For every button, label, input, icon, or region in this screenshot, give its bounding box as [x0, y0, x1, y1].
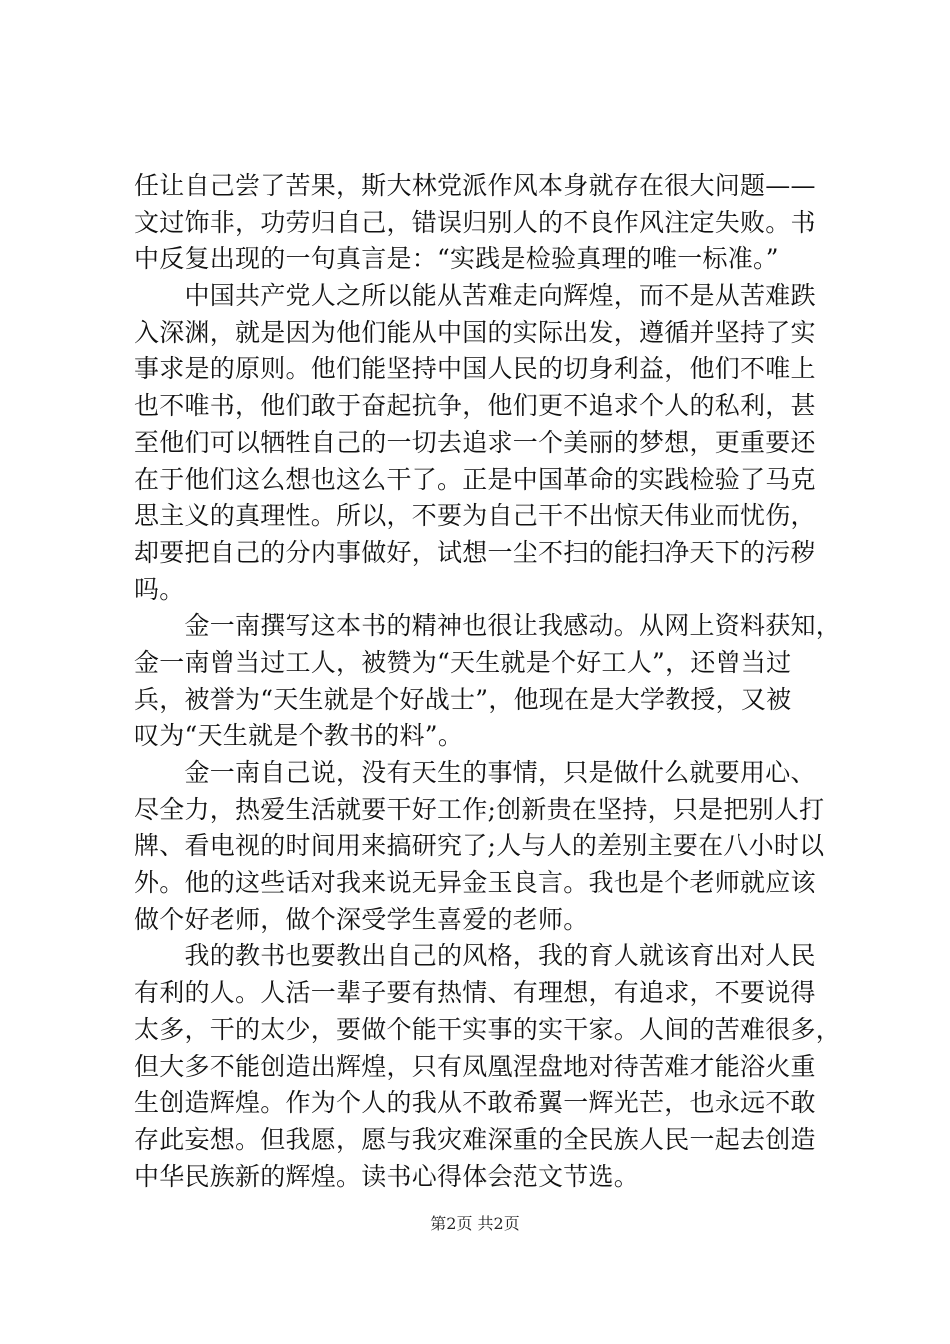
- text-line: 我的教书也要教出自己的风格，我的育人就该育出对人民: [134, 941, 816, 971]
- text-line: 也不唯书，他们敢于奋起抗争，他们更不追求个人的私利，甚: [134, 391, 816, 421]
- text-line: 中国共产党人之所以能从苦难走向辉煌，而不是从苦难跌: [134, 281, 816, 311]
- text-line: 外。他的这些话对我来说无异金玉良言。我也是个老师就应该: [134, 868, 816, 898]
- text-line: 金一南撰写这本书的精神也很让我感动。从网上资料获知，: [134, 611, 842, 641]
- text-line: 在于他们这么想也这么干了。正是中国革命的实践检验了马克: [134, 464, 816, 494]
- body-text: [134, 168, 842, 1195]
- page-number-footer: 第2页 共2页: [430, 1214, 520, 1233]
- text-line: 牌、看电视的时间用来搞研究了;人与人的差别主要在八小时以: [134, 831, 825, 861]
- text-line: 金一南曾当过工人，被赞为“天生就是个好工人”，还曾当过: [134, 647, 792, 677]
- text-line: 文过饰非，功劳归自己，错误归别人的不良作风注定失败。书: [134, 207, 816, 237]
- text-line: 兵，被誉为“天生就是个好战士”，他现在是大学教授，又被: [134, 684, 792, 714]
- text-line: 金一南自己说，没有天生的事情，只是做什么就要用心、: [134, 758, 816, 787]
- text-line: 思主义的真理性。所以，不要为自己干不出惊天伟业而忧伤，: [134, 501, 816, 531]
- text-line: 存此妄想。但我愿，愿与我灾难深重的全民族人民一起去创造: [134, 1124, 816, 1154]
- text-line: 太多，干的太少，要做个能干实事的实干家。人间的苦难很多，: [134, 1014, 842, 1044]
- text-line: 中华民族新的辉煌。读书心得体会范文节选。: [134, 1161, 640, 1191]
- text-line: 做个好老师，做个深受学生喜爱的老师。: [134, 904, 589, 934]
- text-line: 至他们可以牺牲自己的一切去追求一个美丽的梦想，更重要还: [134, 427, 816, 457]
- text-line: 但大多不能创造出辉煌，只有凤凰涅盘地对待苦难才能浴火重: [134, 1051, 816, 1081]
- text-line: 生创造辉煌。作为个人的我从不敢希翼一辉光芒，也永远不敢: [134, 1088, 816, 1118]
- text-line: 入深渊，就是因为他们能从中国的实际出发，遵循并坚持了实: [134, 317, 816, 347]
- text-line: 中反复出现的一句真言是：“实践是检验真理的唯一标准。”: [134, 244, 779, 274]
- text-line: 事求是的原则。他们能坚持中国人民的切身利益，他们不唯上: [134, 354, 816, 384]
- text-line: 尽全力，热爱生活就要干好工作;创新贵在坚持，只是把别人打: [134, 794, 825, 824]
- text-line: 吗。: [134, 574, 185, 604]
- text-line: 有利的人。人活一辈子要有热情、有理想，有追求，不要说得: [134, 978, 816, 1008]
- text-line: 任让自己尝了苦果，斯大林党派作风本身就存在很大问题——: [134, 171, 816, 200]
- text-line: 却要把自己的分内事做好，试想一尘不扫的能扫净天下的污秽: [134, 537, 816, 567]
- text-line: 叹为“天生就是个教书的料”。: [134, 721, 464, 751]
